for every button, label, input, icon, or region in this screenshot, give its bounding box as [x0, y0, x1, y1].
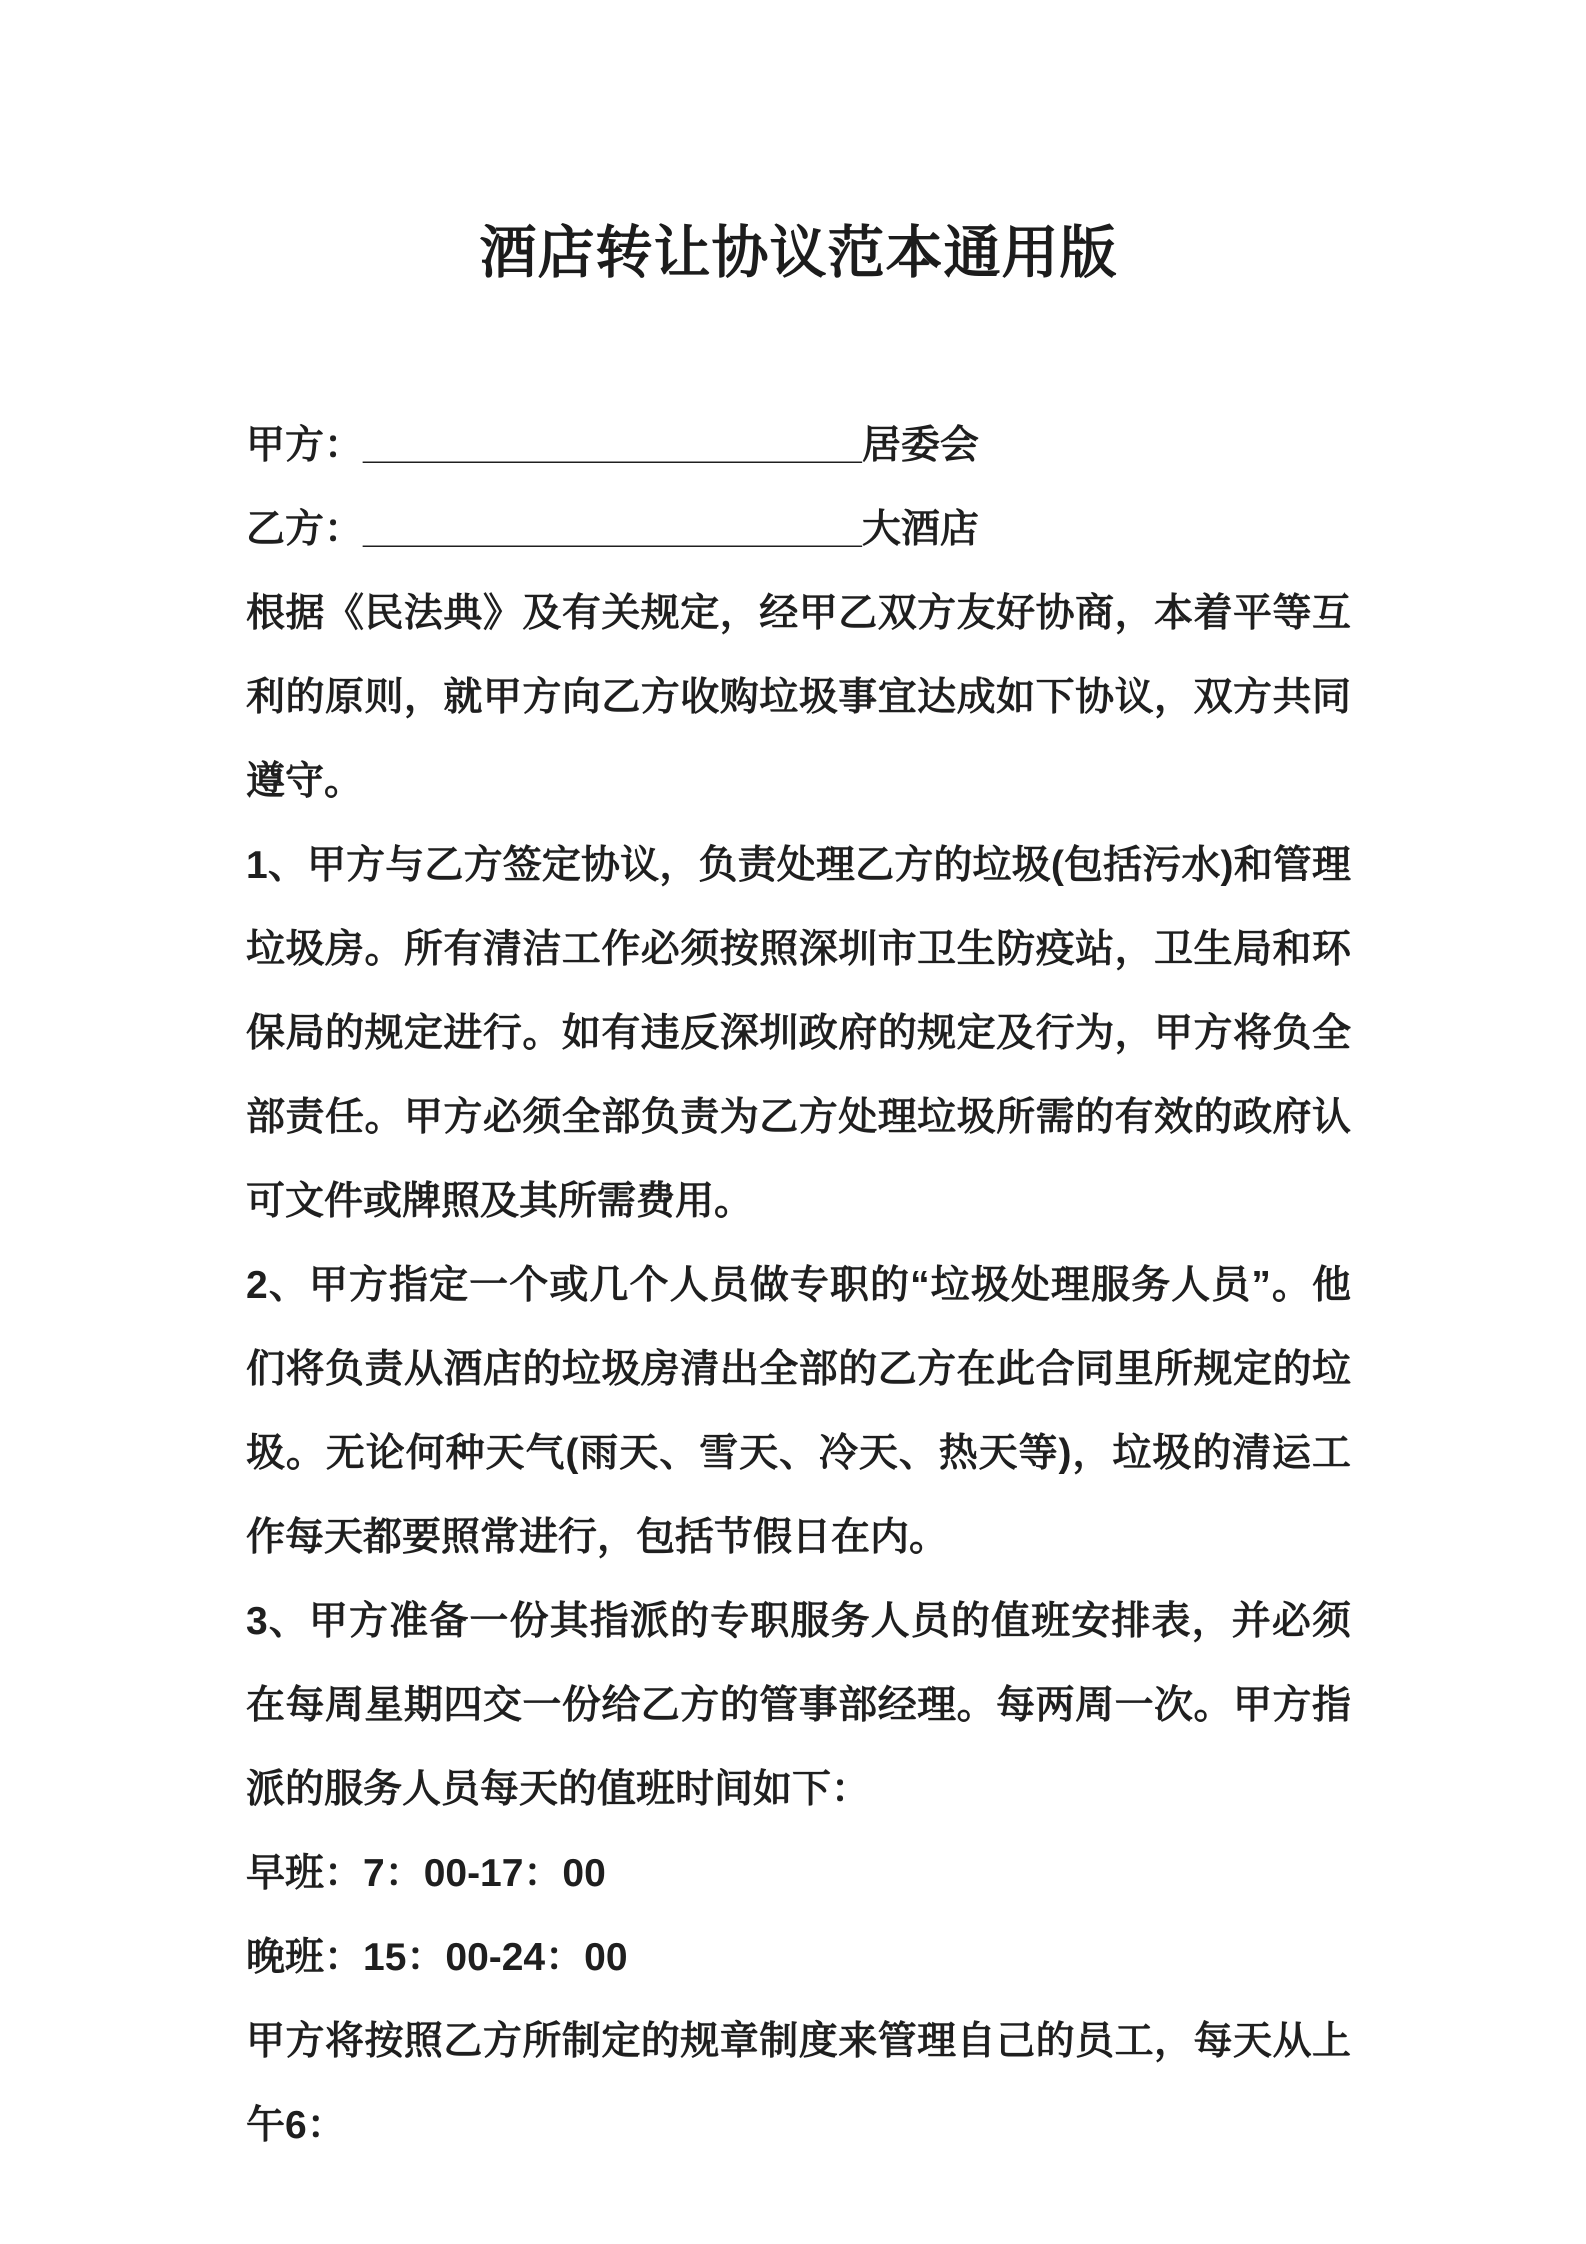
paragraph-clause-2: 2、甲方指定一个或几个人员做专职的“垃圾处理服务人员”。他们将负责从酒店的垃圾房清出全部的乙方在此合同里所规定的垃圾。无论何种天气(雨天、雪天、冷天、热天等)，垃圾的清运工作每天都要照常进行，包括节假日在内。 — [246, 1264, 1351, 1559]
paragraph-continuation: 甲方将按照乙方所制定的规章制度来管理自己的员工，每天从上午6： — [246, 2020, 1351, 2147]
paragraph-preamble: 根据《民法典》及有关规定，经甲乙双方友好协商，本着平等互利的原则，就甲方向乙方收购垃圾事宜达成如下协议，双方共同遵守。 — [246, 592, 1351, 803]
paragraph-party-a: 甲方：_______________________居委会 — [246, 424, 979, 467]
paragraph-evening-shift: 晚班：15：00-24：00 — [246, 1936, 628, 1979]
paragraph-clause-1: 1、甲方与乙方签定协议，负责处理乙方的垃圾(包括污水)和管理垃圾房。所有清洁工作必须按照深圳市卫生防疫站，卫生局和环保局的规定进行。如有违反深圳政府的规定及行为，甲方将负全部责任。甲方必须全部负责为乙方处理垃圾所需的有效的政府认可文件或牌照及其所需费用。 — [246, 844, 1351, 1223]
document-body — [246, 404, 1351, 2168]
paragraph-morning-shift: 早班：7：00-17：00 — [246, 1852, 606, 1895]
paragraph-clause-3: 3、甲方准备一份其指派的专职服务人员的值班安排表，并必须在每周星期四交一份给乙方的管事部经理。每两周一次。甲方指派的服务人员每天的值班时间如下： — [246, 1600, 1351, 1811]
document-title: 酒店转让协议范本通用版 — [479, 221, 1118, 285]
paragraph-party-b: 乙方：_______________________大酒店 — [246, 508, 979, 551]
